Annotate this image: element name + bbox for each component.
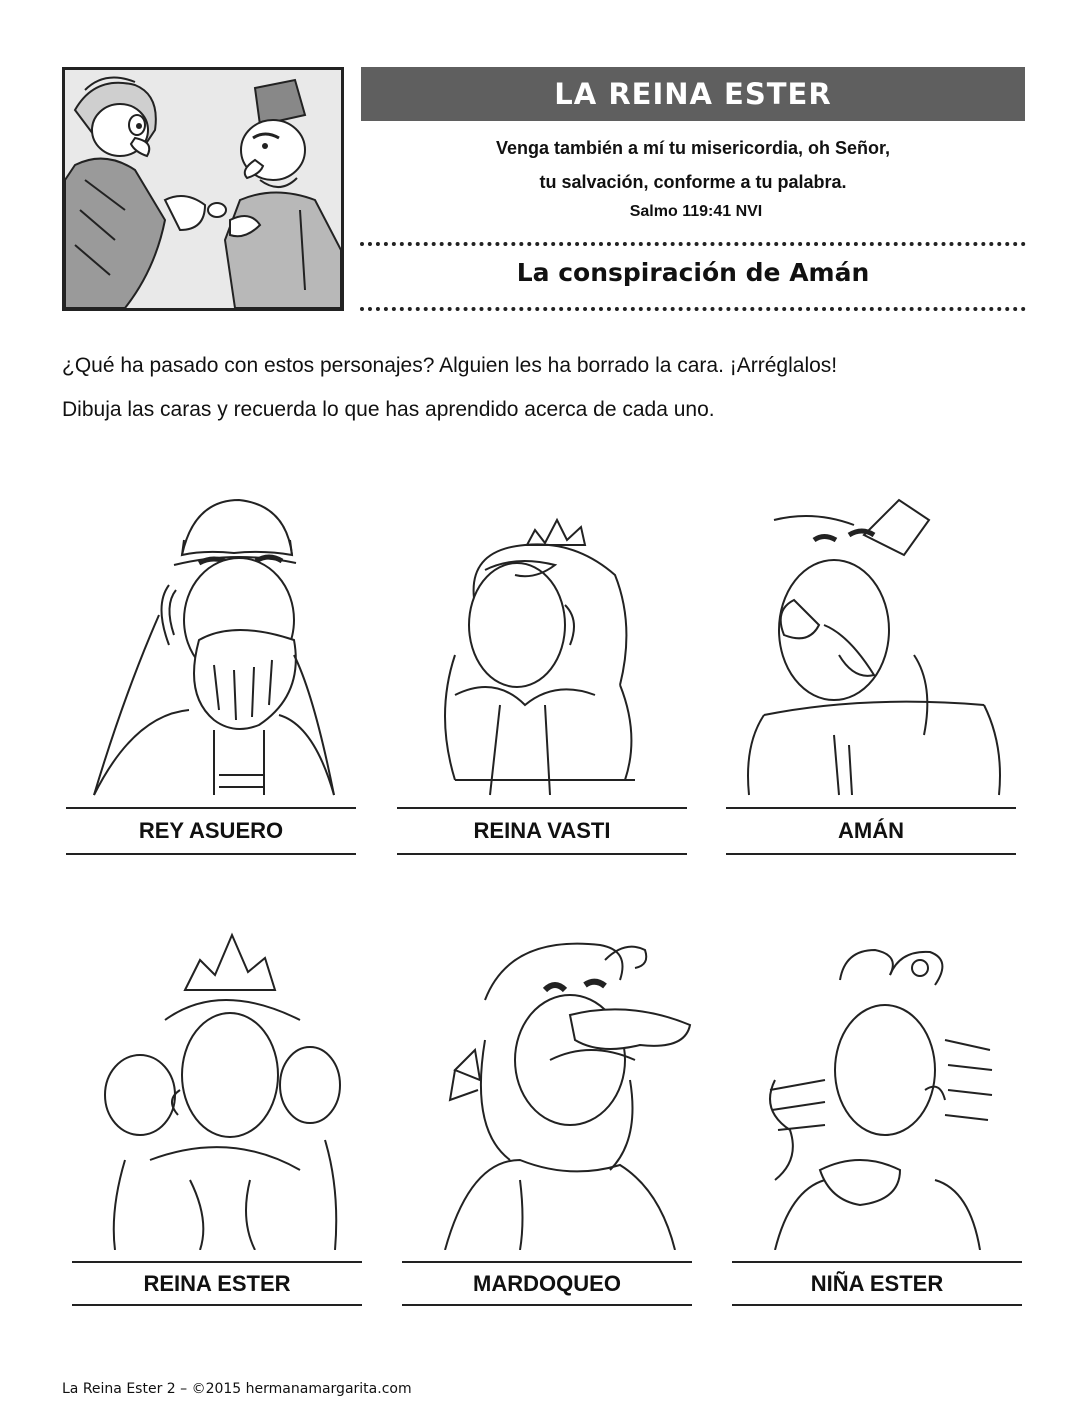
name-line-bottom (732, 1304, 1022, 1306)
bible-verse-line-1: Venga también a mí tu misericordia, oh Señor, (495, 138, 891, 158)
character-name: REINA VASTI (473, 818, 611, 843)
name-line-bottom (726, 853, 1016, 855)
name-line-bottom (72, 1304, 362, 1306)
title-banner (361, 67, 1025, 121)
name-line-top (402, 1261, 692, 1263)
name-line-top (397, 807, 687, 809)
character-name: NIÑA ESTER (810, 1271, 944, 1296)
character-card-reina-vasti (395, 495, 695, 865)
dotted-divider-top (360, 242, 1026, 246)
name-line-bottom (402, 1304, 692, 1306)
name-line-bottom (397, 853, 687, 855)
character-name: REY ASUERO (138, 818, 284, 843)
character-name: MARDOQUEO (473, 1271, 621, 1296)
worksheet-title: LA REINA ESTER (554, 77, 832, 111)
queen-vashti-drawing (395, 495, 691, 805)
character-card-reina-ester (70, 930, 370, 1310)
character-card-rey-asuero (64, 495, 364, 865)
character-name: REINA ESTER (143, 1271, 291, 1296)
queen-esther-drawing (70, 930, 366, 1250)
king-ahasuerus-drawing (64, 495, 360, 805)
instructions-line-1: ¿Qué ha pasado con estos personajes? Alguien les ha borrado la cara. ¡Arréglalos! (62, 354, 838, 377)
character-card-nina-ester (730, 930, 1030, 1310)
mordecai-drawing (400, 930, 696, 1250)
name-line-bottom (66, 853, 356, 855)
name-line-top (732, 1261, 1022, 1263)
lesson-title: La conspiración de Amán (516, 258, 870, 287)
dotted-divider-bottom (360, 307, 1026, 311)
character-name: AMÁN (838, 818, 904, 843)
name-line-top (726, 807, 1016, 809)
young-esther-drawing (730, 930, 1026, 1250)
header-illustration (62, 67, 344, 311)
instructions-line-2: Dibuja las caras y recuerda lo que has aprendido acerca de cada uno. (62, 398, 715, 421)
character-card-mardoqueo (400, 930, 700, 1310)
bible-verse-line-2: tu salvación, conforme a tu palabra. (539, 172, 847, 192)
name-line-top (66, 807, 356, 809)
character-card-aman (724, 495, 1024, 865)
bible-verse-reference: Salmo 119:41 NVI (629, 203, 763, 220)
haman-drawing (724, 495, 1020, 805)
name-line-top (72, 1261, 362, 1263)
footer-copyright: La Reina Ester 2 – ©2015 hermanamargarita.com (62, 1381, 412, 1397)
two-men-coin-illustration (65, 70, 341, 308)
